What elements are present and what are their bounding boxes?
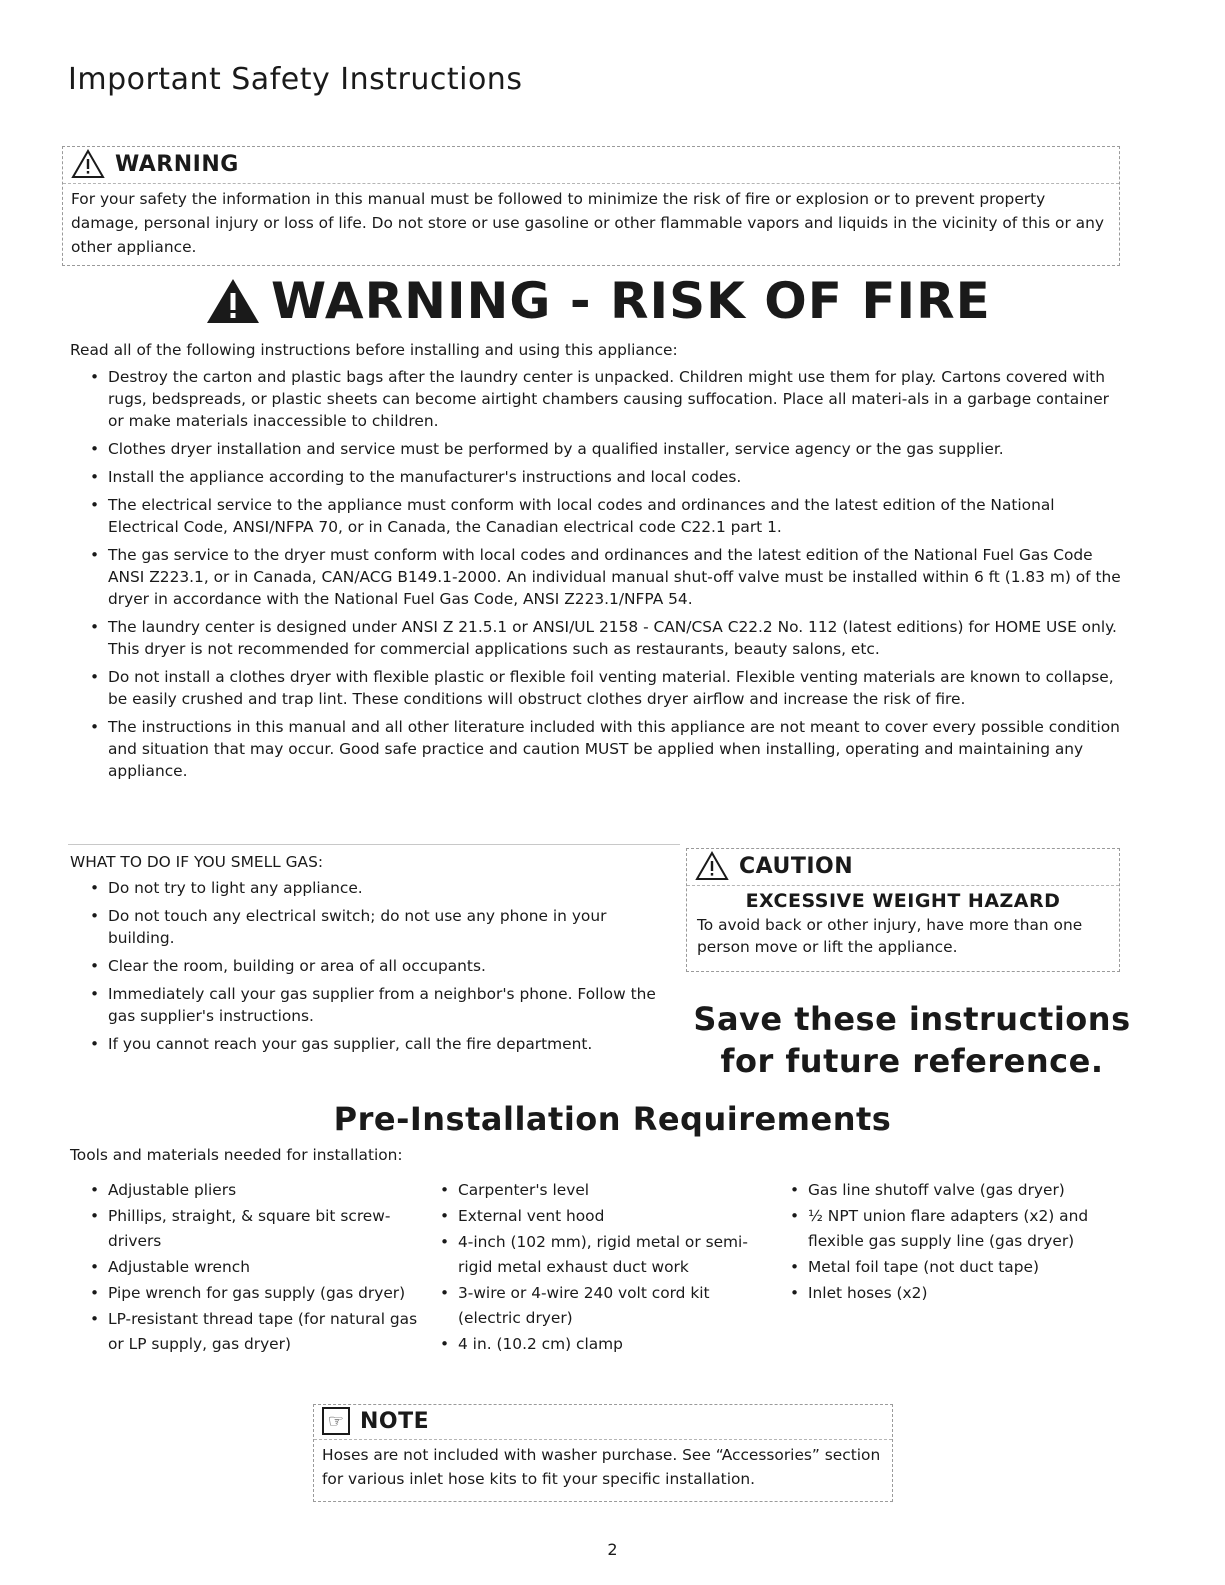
save-line-2: for future reference.	[720, 1042, 1104, 1080]
list-item: • If you cannot reach your gas supplier, call the fire department.	[86, 1033, 666, 1055]
tools-column-3	[786, 1178, 1106, 1307]
caution-triangle-icon	[695, 851, 729, 881]
list-item: • 3-wire or 4-wire 240 volt cord kit (electric dryer)	[436, 1281, 776, 1331]
list-item: • 4 in. (10.2 cm) clamp	[436, 1332, 776, 1357]
caution-box	[686, 848, 1120, 972]
fire-warning-intro: Read all of the following instructions before installing and using this appliance:	[70, 341, 678, 359]
list-item: • Carpenter's level	[436, 1178, 776, 1203]
list-item: • Adjustable pliers	[86, 1178, 426, 1203]
list-item: • The electrical service to the appliance must conform with local codes and ordinances and the latest edition of the National Electrical Code, ANSI/NFPA 70, or in Canada, the Canadian electrical code C22.1 part 1.	[86, 494, 1126, 538]
note-text: Hoses are not included with washer purchase. See “Accessories” section for various inlet hose kits to fit your specific installation.	[322, 1446, 881, 1488]
warning-box-header	[63, 147, 1119, 184]
page-number: 2	[607, 1540, 618, 1559]
list-item: • ½ NPT union flare adapters (x2) and flexible gas supply line (gas dryer)	[786, 1204, 1106, 1254]
warning-text: For your safety the information in this manual must be followed to minimize the risk of fire or explosion or to prevent property damage, personal injury or loss of life. Do not store or use gasoline or other flammable vapors and liquids in the vicinity of this or any other appliance.	[71, 190, 1104, 256]
gas-smell-heading: WHAT TO DO IF YOU SMELL GAS:	[70, 853, 324, 871]
list-item: • LP-resistant thread tape (for natural gas or LP supply, gas dryer)	[86, 1307, 426, 1357]
tools-intro: Tools and materials needed for installation:	[70, 1146, 403, 1164]
tools-column-1	[86, 1178, 426, 1358]
list-item: • External vent hood	[436, 1204, 776, 1229]
caution-text: To avoid back or other injury, have more than one person move or lift the appliance.	[697, 916, 1083, 956]
list-item: • Phillips, straight, & square bit screw-drivers	[86, 1204, 426, 1254]
list-item: • The instructions in this manual and all other literature included with this appliance are not meant to cover every possible condition and situation that may occur. Good safe practice and caution MUST be applied when installing, operating and maintaining any appliance.	[86, 716, 1126, 782]
list-item: • Immediately call your gas supplier from a neighbor's phone. Follow the gas supplier's instructions.	[86, 983, 666, 1027]
list-item: • The gas service to the dryer must conform with local codes and ordinances and the latest edition of the National Fuel Gas Code ANSI Z223.1, or in Canada, CAN/ACG B149.1-2000. An individual manual shut-off valve must be installed within 6 ft (1.83 m) of the dryer in accordance with the National Fuel Gas Code, ANSI Z223.1/NFPA 54.	[86, 544, 1126, 610]
pre-installation-title: Pre-Installation Requirements	[333, 1100, 892, 1138]
list-item: • Destroy the carton and plastic bags after the laundry center is unpacked. Children might use them for play. Cartons covered with rugs, bedspreads, or plastic sheets can become airtight chambers causing suffocation. Place all materi-als in a garbage container or make materials inaccessible to children.	[86, 366, 1126, 432]
note-box	[313, 1404, 893, 1502]
list-item: • Metal foil tape (not duct tape)	[786, 1255, 1106, 1280]
list-item: • Install the appliance according to the manufacturer's instructions and local codes.	[86, 466, 1126, 488]
warning-triangle-icon	[71, 149, 105, 179]
list-item: • Clear the room, building or area of all occupants.	[86, 955, 666, 977]
list-item: • Do not install a clothes dryer with flexible plastic or flexible foil venting material. Flexible venting materials are known to collapse, be easily crushed and trap lint. These conditions will obstruct clothes dryer airflow and increase the risk of fire.	[86, 666, 1126, 710]
list-item: • The laundry center is designed under ANSI Z 21.5.1 or ANSI/UL 2158 - CAN/CSA C22.2 No. 112 (latest editions) for HOME USE only. This dryer is not recommended for commercial applications such as restaurants, beauty salons, etc.	[86, 616, 1126, 660]
list-item: • Gas line shutoff valve (gas dryer)	[786, 1178, 1106, 1203]
list-item: • Pipe wrench for gas supply (gas dryer)	[86, 1281, 426, 1306]
caution-label: CAUTION	[739, 853, 854, 879]
fire-warning-title: WARNING - RISK OF FIRE	[271, 272, 991, 330]
warning-label: WARNING	[115, 151, 239, 177]
section-divider	[68, 844, 680, 845]
caution-subtitle: EXCESSIVE WEIGHT HAZARD	[745, 890, 1061, 912]
list-item: • 4-inch (102 mm), rigid metal or semi-rigid metal exhaust duct work	[436, 1230, 776, 1280]
tools-column-2	[436, 1178, 776, 1358]
save-instructions-notice	[686, 998, 1138, 1082]
note-label: NOTE	[360, 1408, 430, 1434]
note-pointer-icon: ☞	[322, 1407, 350, 1435]
list-item: • Do not touch any electrical switch; do not use any phone in your building.	[86, 905, 666, 949]
save-line-1: Save these instructions	[693, 1000, 1131, 1038]
warning-triangle-solid-icon	[205, 276, 261, 326]
fire-warning-list	[86, 366, 1126, 788]
list-item: • Clothes dryer installation and service must be performed by a qualified installer, service agency or the gas supplier.	[86, 438, 1126, 460]
list-item: • Adjustable wrench	[86, 1255, 426, 1280]
list-item: • Do not try to light any appliance.	[86, 877, 666, 899]
warning-box	[62, 146, 1120, 266]
gas-smell-list	[86, 877, 666, 1061]
caution-box-header	[687, 849, 1119, 886]
list-item: • Inlet hoses (x2)	[786, 1281, 1106, 1306]
page-title: Important Safety Instructions	[68, 62, 523, 97]
note-box-header	[314, 1405, 892, 1440]
fire-warning-heading	[205, 272, 991, 330]
